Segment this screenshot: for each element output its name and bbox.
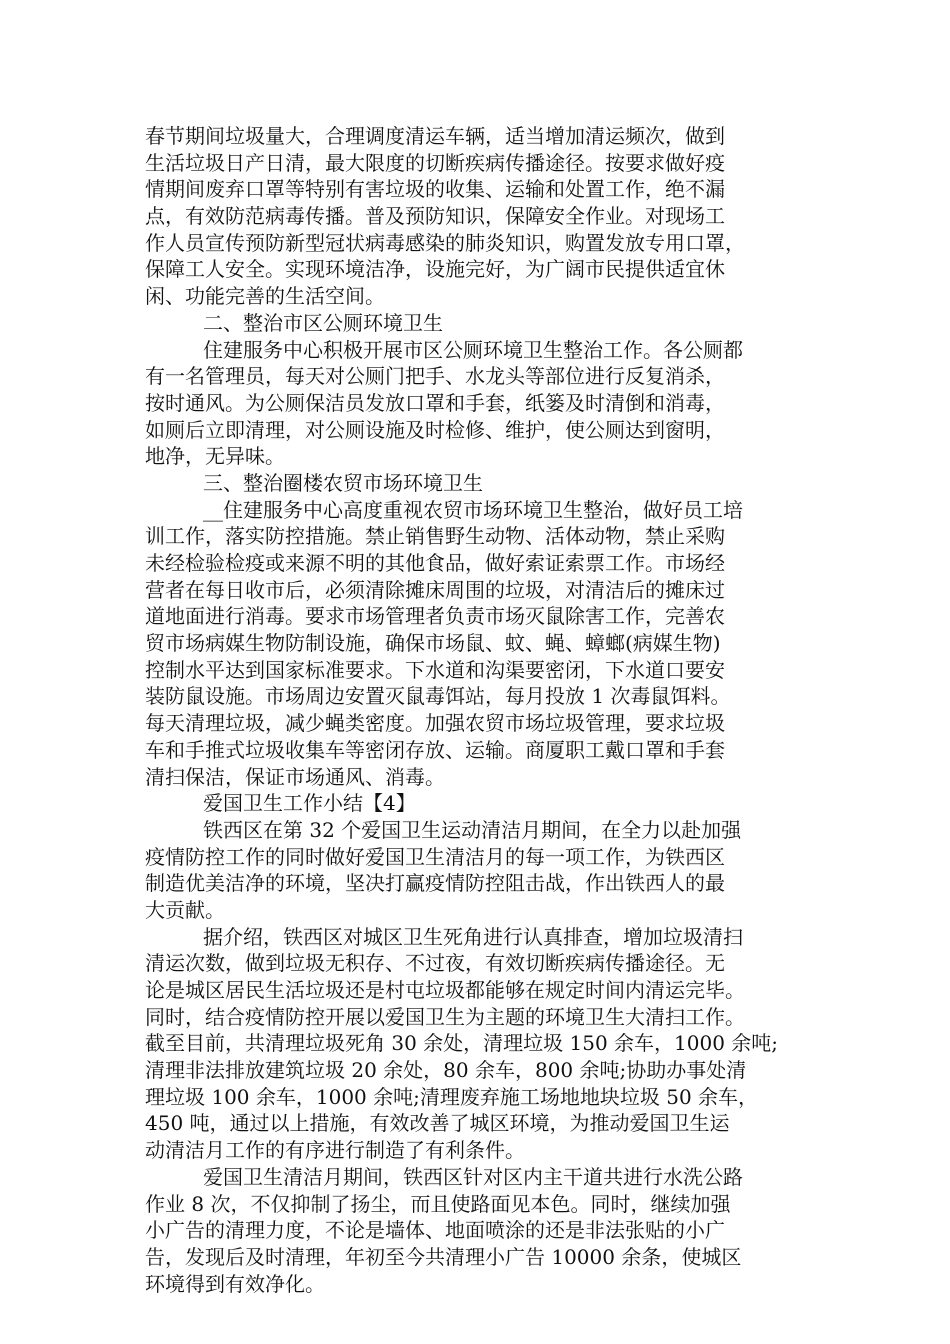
text-line: 每天清理垃圾，减少蝇类密度。加强农贸市场垃圾管理，要求垃圾	[145, 711, 725, 736]
text-line: 保障工人安全。实现环境洁净，设施完好，为广阔市民提供适宜休	[145, 257, 725, 282]
text-line: 营者在每日收市后，必须清除摊床周围的垃圾，对清洁后的摊床过	[145, 577, 725, 602]
text-line: 装防鼠设施。市场周边安置灭鼠毒饵站，每月投放 1 次毒鼠饵料。	[145, 684, 731, 709]
text-line: 道地面进行消毒。要求市场管理者负责市场灭鼠除害工作，完善农	[145, 604, 725, 629]
text-line: 同时，结合疫情防控开展以爱国卫生为主题的环境卫生大清扫工作。	[145, 1004, 745, 1029]
text-line: 情期间废弃口罩等特别有害垃圾的收集、运输和处置工作，绝不漏	[145, 177, 725, 202]
text-line: 论是城区居民生活垃圾还是村屯垃圾都能够在规定时间内清运完毕。	[145, 978, 745, 1002]
text-line: 作业 8 次，不仅抑制了扬尘，而且使路面见本色。同时，继续加强	[145, 1191, 731, 1216]
text-line: 生活垃圾日产日清，最大限度的切断疾病传播途径。按要求做好疫	[145, 150, 725, 175]
text-line: __住建服务中心高度重视农贸市场环境卫生整治，做好员工培	[203, 497, 743, 522]
text-line: 大贡献。	[145, 897, 225, 922]
text-line: 铁西区在第 32 个爱国卫生运动清洁月期间，在全力以赴加强	[203, 817, 742, 842]
text-line: 清运次数，做到垃圾无积存、不过夜，有效切断疾病传播途径。无	[145, 951, 725, 976]
text-line: 点，有效防范病毒传播。普及预防知识，保障安全作业。对现场工	[145, 204, 725, 229]
text-line: 二、整治市区公厕环境卫生	[203, 310, 443, 335]
text-line: 按时通风。为公厕保洁员发放口罩和手套，纸篓及时清倒和消毒，	[145, 390, 725, 415]
text-line: 作人员宣传预防新型冠状病毒感染的肺炎知识，购置发放专用口罩，	[145, 230, 745, 255]
text-line: 告，发现后及时清理，年初至今共清理小广告 10000 余条，使城区	[145, 1244, 742, 1269]
text-line: 如厕后立即清理，对公厕设施及时检修、维护，使公厕达到窗明，	[145, 417, 725, 442]
text-line: 动清洁月工作的有序进行制造了有利条件。	[145, 1138, 525, 1163]
text-line: 三、整治圈楼农贸市场环境卫生	[203, 470, 483, 495]
text-line: 未经检验检疫或来源不明的其他食品，做好索证索票工作。市场经	[145, 551, 725, 575]
text-line: 爱国卫生工作小结【4】	[203, 791, 416, 816]
text-line: 环境得到有效净化。	[145, 1271, 325, 1296]
document-body	[145, 123, 825, 1297]
text-line: 清理非法排放建筑垃圾 20 余处，80 余车，800 余吨;协助办事处清	[145, 1058, 747, 1083]
text-line: 贸市场病媒生物防制设施，确保市场鼠、蚊、蝇、蟑螂(病媒生物)	[145, 631, 721, 656]
text-line: 车和手推式垃圾收集车等密闭存放、运输。商厦职工戴口罩和手套	[145, 737, 725, 762]
text-line: 清扫保洁，保证市场通风、消毒。	[145, 764, 445, 789]
text-line: 春节期间垃圾量大，合理调度清运车辆，适当增加清运频次，做到	[145, 124, 725, 148]
text-line: 地净，无异味。	[145, 444, 285, 469]
text-line: 控制水平达到国家标准要求。下水道和沟渠要密闭，下水道口要安	[145, 657, 725, 682]
text-line: 据介绍，铁西区对城区卫生死角进行认真排查，增加垃圾清扫	[203, 924, 743, 949]
text-line: 制造优美洁净的环境，坚决打赢疫情防控阻击战，作出铁西人的最	[145, 871, 725, 896]
text-line: 有一名管理员，每天对公厕门把手、水龙头等部位进行反复消杀，	[145, 364, 725, 389]
text-line: 疫情防控工作的同时做好爱国卫生清洁月的每一项工作，为铁西区	[145, 844, 725, 869]
text-line: 450 吨，通过以上措施，有效改善了城区环境，为推动爱国卫生运	[145, 1111, 730, 1136]
text-line: 训工作，落实防控措施。禁止销售野生动物、活体动物，禁止采购	[145, 524, 725, 549]
text-line: 闲、功能完善的生活空间。	[145, 284, 385, 309]
text-line: 理垃圾 100 余车，1000 余吨;清理废弃施工场地地块垃圾 50 余车，	[145, 1084, 759, 1109]
text-line: 住建服务中心积极开展市区公厕环境卫生整治工作。各公厕都	[203, 337, 743, 362]
text-line: 爱国卫生清洁月期间，铁西区针对区内主干道共进行水洗公路	[203, 1164, 743, 1189]
text-line: 小广告的清理力度，不论是墙体、地面喷涂的还是非法张贴的小广	[145, 1218, 725, 1243]
text-line: 截至目前，共清理垃圾死角 30 余处，清理垃圾 150 余车，1000 余吨;	[145, 1031, 779, 1056]
